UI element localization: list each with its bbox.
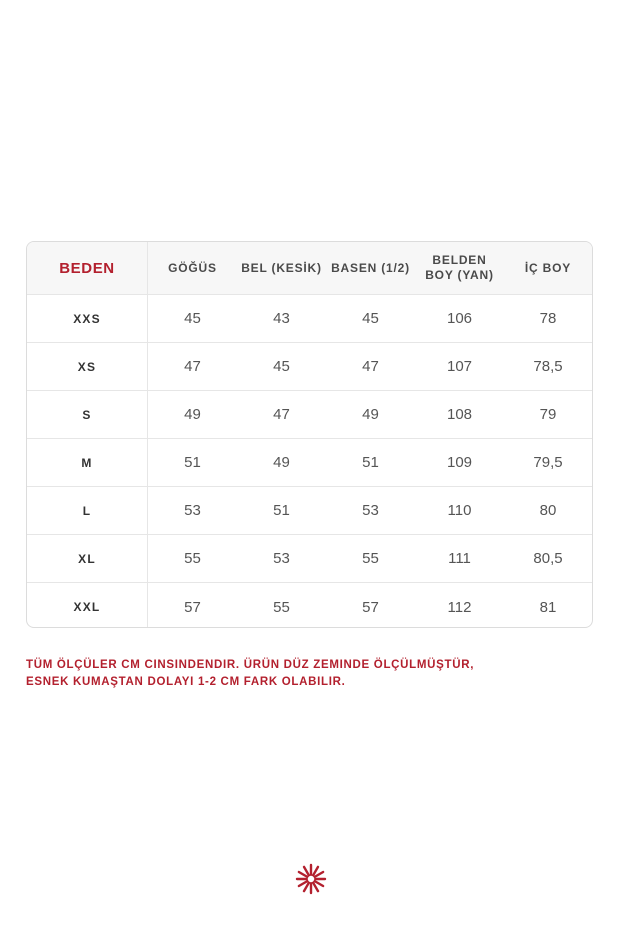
column-header-waist-length: BELDEN BOY (YAN) [415,242,504,295]
table-cell-hip: 57 [362,598,379,616]
table-cell-waist: 55 [273,598,290,616]
table-row-size: XXS [27,295,148,343]
table-cell-waist-length: 107 [415,343,504,391]
table-cell-waist: 49 [237,439,326,487]
measurement-note-line-1: TÜM ÖLÇÜLER CM CINSINDENDIR. ÜRÜN DÜZ ZEMINDE ÖLÇÜLMÜŞTÜR, [26,659,475,671]
table-cell-chest: 53 [148,487,237,535]
table-row-size: XS [27,343,148,391]
table-cell-chest: 49 [148,391,237,439]
table-cell-inseam: 80 [504,487,592,535]
table-cell-waist-length: 108 [415,391,504,439]
column-header-hip: BASEN (1/2) [326,242,415,295]
table-cell-waist: 47 [237,391,326,439]
table-cell-inseam: 79 [504,391,592,439]
table-cell-hip: 49 [326,391,415,439]
table-row-size: M [27,439,148,487]
column-header-chest: GÖĞÜS [148,242,237,295]
table-row-size: L [27,487,148,535]
table-cell-chest: 51 [148,439,237,487]
table-cell-hip: 51 [326,439,415,487]
table-cell-hip: 53 [326,487,415,535]
table-cell-chest: 47 [148,343,237,391]
table-row-size: S [27,391,148,439]
column-header-size: BEDEN [27,242,148,295]
table-cell-chest: 57 [184,598,201,616]
measurement-note-line-2: ESNEK KUMAŞTAN DOLAYI 1-2 CM FARK OLABILIR. [26,676,346,688]
table-cell-waist: 53 [237,535,326,583]
column-header-waist: BEL (KESİK) [237,242,326,295]
table-cell-waist-length: 106 [415,295,504,343]
table-cell-waist: 51 [237,487,326,535]
table-cell-hip: 45 [326,295,415,343]
table-cell-inseam: 79,5 [504,439,592,487]
measurement-note [26,657,586,691]
brand-star-burst-icon [294,862,328,896]
table-cell-inseam: 80,5 [504,535,592,583]
column-header-inseam: İÇ BOY [504,242,592,295]
table-cell-chest: 45 [148,295,237,343]
size-chart-table [26,241,593,628]
table-cell-hip: 47 [326,343,415,391]
table-cell-inseam: 78,5 [504,343,592,391]
table-cell-waist: 45 [237,343,326,391]
table-cell-hip: 55 [326,535,415,583]
table-cell-waist-length: 111 [415,535,504,583]
table-cell-waist-length: 110 [415,487,504,535]
table-cell-waist-length: 109 [415,439,504,487]
table-cell-waist: 43 [237,295,326,343]
table-cell-inseam: 78 [504,295,592,343]
table-cell-waist-length: 112 [447,598,472,616]
table-cell-chest: 55 [148,535,237,583]
table-row-size: XXL [27,583,148,628]
table-row-size: XL [27,535,148,583]
table-cell-inseam: 81 [539,598,557,616]
